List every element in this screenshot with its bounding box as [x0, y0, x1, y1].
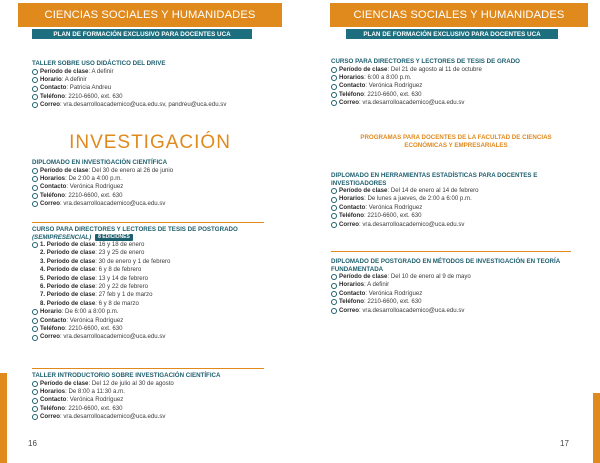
divider [331, 251, 571, 252]
block-title: DIPLOMADO EN INVESTIGACIÓN CIENTÍFICA [32, 159, 168, 166]
clock-icon [331, 197, 337, 203]
email-icon [331, 222, 337, 228]
email-icon [331, 308, 337, 314]
page-number: 17 [560, 439, 569, 448]
clock-icon [331, 283, 337, 289]
curso-postgrado-block: CURSO PARA DIRECTORES Y LECTORES DE TESIS DE POSTGRADO (SEMIPRESENCIAL) 8 EDICIONES 1. Período de clase : 16 y 18 de enero 2. Período de clase : 23 y 25 de enero 3. Período de clase : 30 de enero y 1 de febrero 4. Período de clase : 6 y 8 de febrero 5. Período de clase : 13 y 14 de febrero 6. Período de clase : 20 y 22 de febrero 7. Período de clase : 27 feb y 1 de marzo 8. Período de clase : 6 y 8 de marzo Horario : De 6:00 a 8:00 p.m. Contacto : Verónica Rodríguez Teléfono : 2210-6600, ext. 630 Correo : vra.desarrolloacademico@uca.edu.sv [32, 226, 292, 342]
calendar-icon [331, 67, 337, 73]
section-subheader: PLAN DE FORMACIÓN EXCLUSIVO PARA DOCENTES UCA [346, 29, 558, 39]
block-title: TALLER INTRODUCTORIO SOBRE INVESTIGACIÓN CIENTÍFICA [32, 372, 221, 379]
diplomado-postgrado-block: DIPLOMADO DE POSTGRADO EN MÉTODOS DE INVESTIGACIÓN EN TEORÍA FUNDAMENTADA Período de clase : Del 10 de enero al 9 de mayo Horarios : A definir Contacto : Verónica Rodríguez Teléfono : 2210-6600, ext. 630 Correo : vra.desarrolloacademico@uca.edu.sv [331, 258, 593, 315]
section-header: CIENCIAS SOCIALES Y HUMANIDADES [330, 3, 588, 27]
diplomado-herramientas-block: DIPLOMADO EN HERRAMIENTAS ESTADÍSTICAS PARA DOCENTES E INVESTIGADORES Período de clase : Del 14 de enero al 14 de febrero Horarios : De lunes a jueves, de 2:00 a 6:00 p.m. Contacto : Verónica Rodríguez Teléfono : 2210-6600, ext. 630 Correo : vra.desarrolloacademico@uca.edu.sv [331, 172, 593, 229]
phone-icon [331, 92, 337, 98]
investigacion-heading: INVESTIGACIÓN [69, 132, 231, 153]
page-edge-tab [593, 393, 600, 463]
block-title: DIPLOMADO DE POSTGRADO EN MÉTODOS DE INVESTIGACIÓN EN TEORÍA FUNDAMENTADA [331, 258, 560, 273]
block-title: DIPLOMADO EN HERRAMIENTAS ESTADÍSTICAS PARA DOCENTES E INVESTIGADORES [331, 172, 538, 187]
editions-badge: 8 EDICIONES [95, 234, 133, 241]
section-subheader: PLAN DE FORMACIÓN EXCLUSIVO PARA DOCENTES UCA [32, 29, 252, 39]
page-number: 16 [28, 439, 37, 448]
calendar-icon [331, 274, 337, 280]
curso-grado-block: CURSO PARA DIRECTORES Y LECTORES DE TESIS DE GRADO Período de clase : Del 21 de agosto al 11 de octubre Horarios : 6:00 a 8:00 p.m. Contacto : Verónica Rodríguez Teléfono : 2210-6600, ext. 630 Correo : vra.desarrolloacademico@uca.edu.sv [331, 58, 593, 108]
person-icon [331, 291, 337, 297]
taller-introductorio-block: TALLER INTRODUCTORIO SOBRE INVESTIGACIÓN CIENTÍFICA Período de clase : Del 12 de julio al 30 de agosto Horarios : De 8:00 a 11:30 a.m. Contacto : Verónica Rodríguez Teléfono : 2210-6600, ext. 630 Correo : vra.desarrolloacademico@uca.edu.sv [32, 372, 292, 422]
block-title: CURSO PARA DIRECTORES Y LECTORES DE TESIS DE GRADO [331, 58, 520, 65]
diplomado-investigacion-block: DIPLOMADO EN INVESTIGACIÓN CIENTÍFICA Período de clase : Del 30 de enero al 26 de junio Horarios : De 2:00 a 4:00 p.m. Contacto : Verónica Rodríguez Teléfono : 2210-6600, ext. 630 Correo : vra.desarrolloacademico@uca.edu.sv [32, 159, 292, 209]
person-icon [331, 84, 337, 90]
email-icon [331, 100, 337, 106]
programas-heading: PROGRAMAS PARA DOCENTES DE LA FACULTAD DE CIENCIAS ECONÓMICAS Y EMPRESARIALES [360, 134, 552, 149]
clock-icon [331, 75, 337, 81]
section-header: CIENCIAS SOCIALES Y HUMANIDADES [18, 3, 282, 27]
block-subtitle: (SEMIPRESENCIAL) [32, 233, 92, 241]
calendar-icon [331, 188, 337, 194]
block-title: CURSO PARA DIRECTORES Y LECTORES DE TESIS DE POSTGRADO [32, 226, 238, 233]
phone-icon [331, 213, 337, 219]
block-title: TALLER SOBRE USO DIDÁCTICO DEL DRIVE [32, 60, 166, 67]
person-icon [331, 205, 337, 211]
taller-drive-block: TALLER SOBRE USO DIDÁCTICO DEL DRIVE Período de clase : A definir Horario : A definir Contacto : Patricia Andreu Teléfono : 2210-6600, ext. 630 Correo : vra.desarrolloacademico@uca.edu.sv, pandreu@uca.edu.sv [32, 60, 292, 110]
phone-icon [331, 299, 337, 305]
